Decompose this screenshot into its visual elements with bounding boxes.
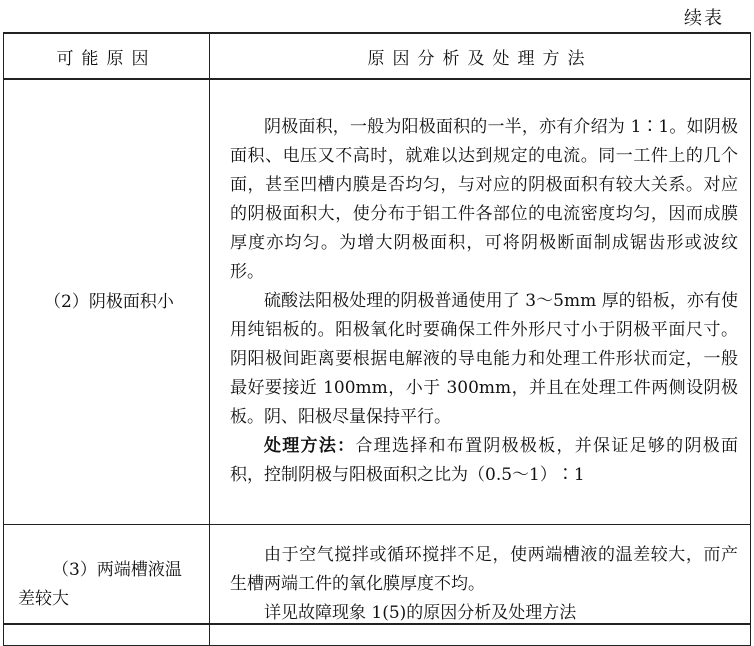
analysis-cell [210,79,751,525]
cause-cell: （3）两端槽液温差较大 [4,525,210,646]
header-analysis: 原因分析及处理方法 [210,33,751,79]
method-text: 合理选择和布置阴极极板，并保证足够的阴极面积，控制阴极与阳极面积之比为（0.5～1）∶1 [230,435,739,485]
method-label: 处理方法： [264,435,356,456]
analysis-cell [210,525,751,646]
table-row [4,79,751,525]
header-cause: 可能原因 [4,33,210,79]
cause-cell: （2）阴极面积小 [4,79,210,525]
analysis-paragraph: 详见故障现象 1(5)的原因分析及处理方法 [264,602,577,623]
header-row [4,33,751,79]
continued-label: 续表 [684,8,724,29]
analysis-paragraph: 阴极面积，一般为阳极面积的一半，亦有介绍为 1∶1。如阴极面积、电压又不高时，就难以达到规定的电流。同一工件上的几个面，甚至凹槽内膜是否均匀，与对应的阴极面积有较大关系。对应的阴极面积大，使分布于铝工件各部位的电流密度均匀，因而成膜厚度亦均匀。为增大阴极面积，可将阴极断面制成锯齿形或波纹形。 [230,116,738,282]
method-paragraph [230,432,738,490]
table-row [4,525,751,646]
analysis-paragraph: 由于空气搅拌或循环搅拌不足，使两端槽液的温差较大，而产生槽两端工件的氧化膜厚度不均。 [230,544,738,594]
analysis-paragraph: 硫酸法阳极处理的阴极普通使用了 3～5mm 厚的铅板，亦有使用纯铝板的。阳极氧化时要确保工件外形尺寸小于阴极平面尺寸。阴阳极间距离要根据电解液的导电能力和处理工件形状而定，一般最好要接近 100mm，小于 300mm，并且在处理工件两侧设阴极板。阴、阳极尽量保持平行。 [230,290,738,427]
fault-table [3,32,751,646]
